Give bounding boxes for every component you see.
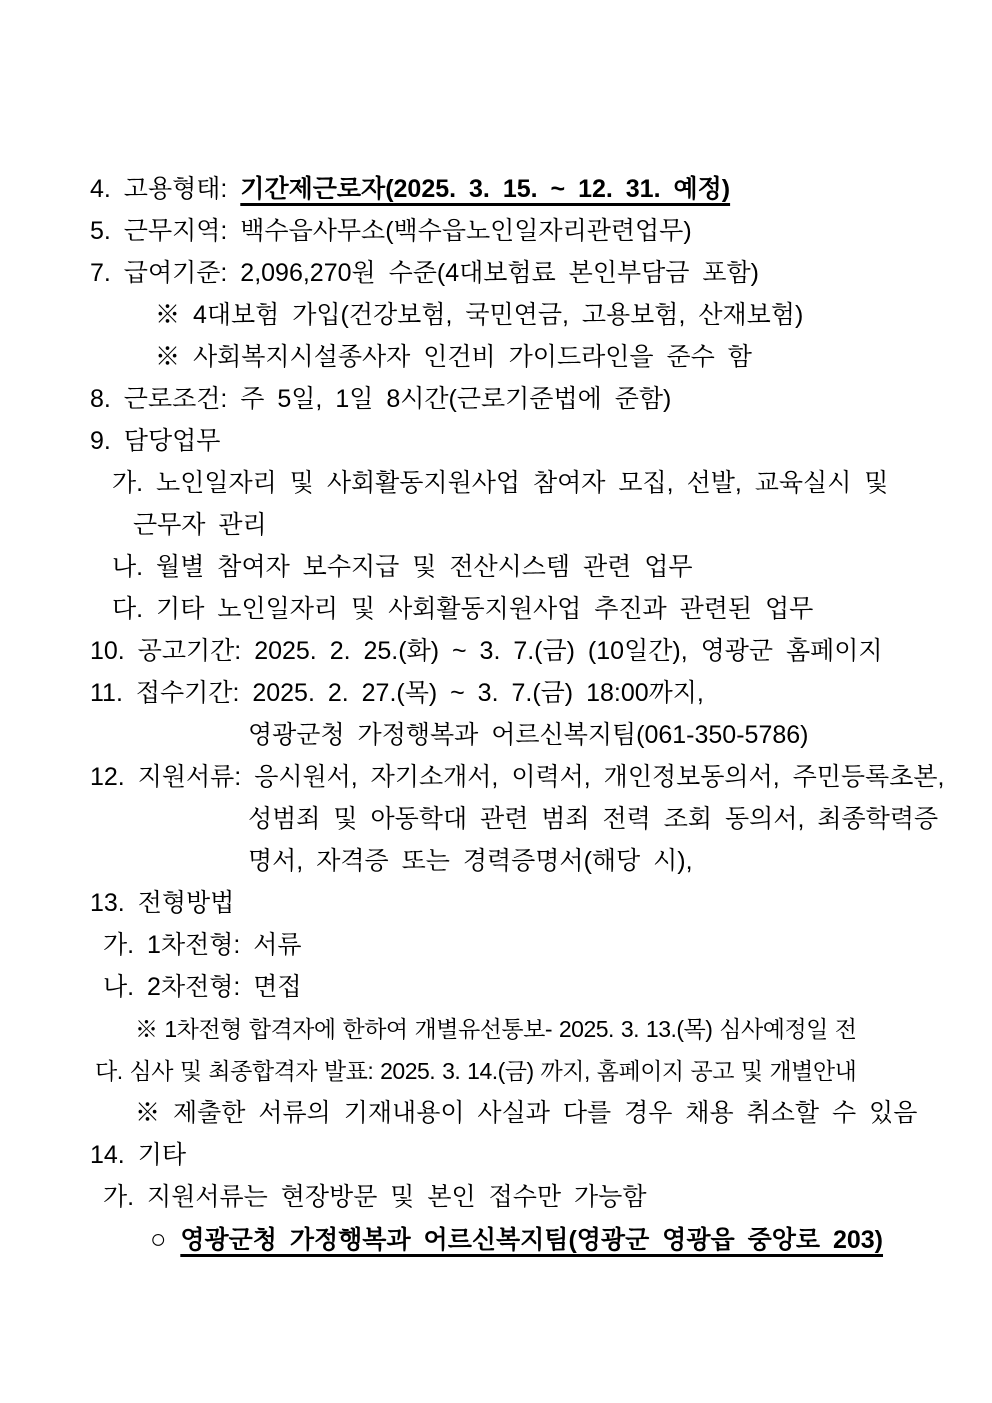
selection-item-a: 가. 1차전형: 서류 bbox=[103, 931, 302, 959]
etc-item-a: 가. 지원서류는 현장방문 및 본인 접수만 가능함 bbox=[103, 1183, 647, 1211]
line-required-documents-continued-2: 명서, 자격증 또는 경력증명서(해당 시), bbox=[248, 847, 693, 875]
circle-bullet-icon: ○ bbox=[150, 1224, 167, 1254]
line-employment-type-label: 4. 고용형태: bbox=[90, 175, 241, 203]
line-required-documents-continued-1: 성범죄 및 아동학대 관련 범죄 전력 조회 동의서, 최종학력증 bbox=[248, 805, 939, 833]
line-selection-method-heading: 13. 전형방법 bbox=[90, 889, 235, 917]
line-required-documents: 12. 지원서류: 응시원서, 자기소개서, 이력서, 개인정보동의서, 주민등록초본, bbox=[90, 763, 945, 791]
line-work-conditions: 8. 근로조건: 주 5일, 1일 8시간(근로기준법에 준함) bbox=[90, 385, 672, 413]
line-work-location: 5. 근무지역: 백수읍사무소(백수읍노인일자리관련업무) bbox=[90, 217, 692, 245]
line-notice-period: 10. 공고기간: 2025. 2. 25.(화) ~ 3. 7.(금) (10일간), 영광군 홈페이지 bbox=[90, 637, 883, 665]
submission-address-text: 영광군청 가정행복과 어르신복지팀(영광군 영광읍 중앙로 203) bbox=[180, 1226, 884, 1254]
line-etc-heading: 14. 기타 bbox=[90, 1141, 186, 1169]
line-duties-heading: 9. 담당업무 bbox=[90, 427, 221, 455]
line-application-contact: 영광군청 가정행복과 어르신복지팀(061-350-5786) bbox=[248, 721, 809, 749]
note-wage-guideline: ※ 사회복지시설종사자 인건비 가이드라인을 준수 함 bbox=[155, 343, 752, 371]
note-four-insurances: ※ 4대보험 가입(건강보험, 국민연금, 고용보험, 산재보험) bbox=[155, 301, 804, 329]
line-submission-address bbox=[150, 1218, 992, 1260]
line-salary-standard: 7. 급여기준: 2,096,270원 수준(4대보험료 본인부담금 포함) bbox=[90, 259, 759, 287]
duty-item-c: 다. 기타 노인일자리 및 사회활동지원사업 추진과 관련된 업무 bbox=[112, 595, 814, 623]
line-application-period: 11. 접수기간: 2025. 2. 27.(목) ~ 3. 7.(금) 18:00까지, bbox=[90, 679, 704, 707]
duty-item-b: 나. 월별 참여자 보수지급 및 전산시스템 관련 업무 bbox=[112, 553, 693, 581]
duty-item-a-continued: 근무자 관리 bbox=[133, 511, 267, 539]
document-body bbox=[0, 168, 992, 1260]
line-employment-type bbox=[90, 168, 992, 210]
selection-item-c: 다. 심사 및 최종합격자 발표: 2025. 3. 14.(금) 까지, 홈페이지 공고 및 개별안내 bbox=[95, 1058, 857, 1084]
selection-item-b: 나. 2차전형: 면접 bbox=[103, 973, 302, 1001]
line-employment-type-value: 기간제근로자(2025. 3. 15. ~ 12. 31. 예정) bbox=[240, 175, 731, 203]
note-cancellation-warning: ※ 제출한 서류의 기재내용이 사실과 다를 경우 채용 취소할 수 있음 bbox=[135, 1099, 918, 1127]
note-first-round-notification: ※ 1차전형 합격자에 한하여 개별유선통보- 2025. 3. 13.(목) 심사예정일 전 bbox=[135, 1016, 857, 1042]
duty-item-a: 가. 노인일자리 및 사회활동지원사업 참여자 모집, 선발, 교육실시 및 bbox=[112, 469, 889, 497]
